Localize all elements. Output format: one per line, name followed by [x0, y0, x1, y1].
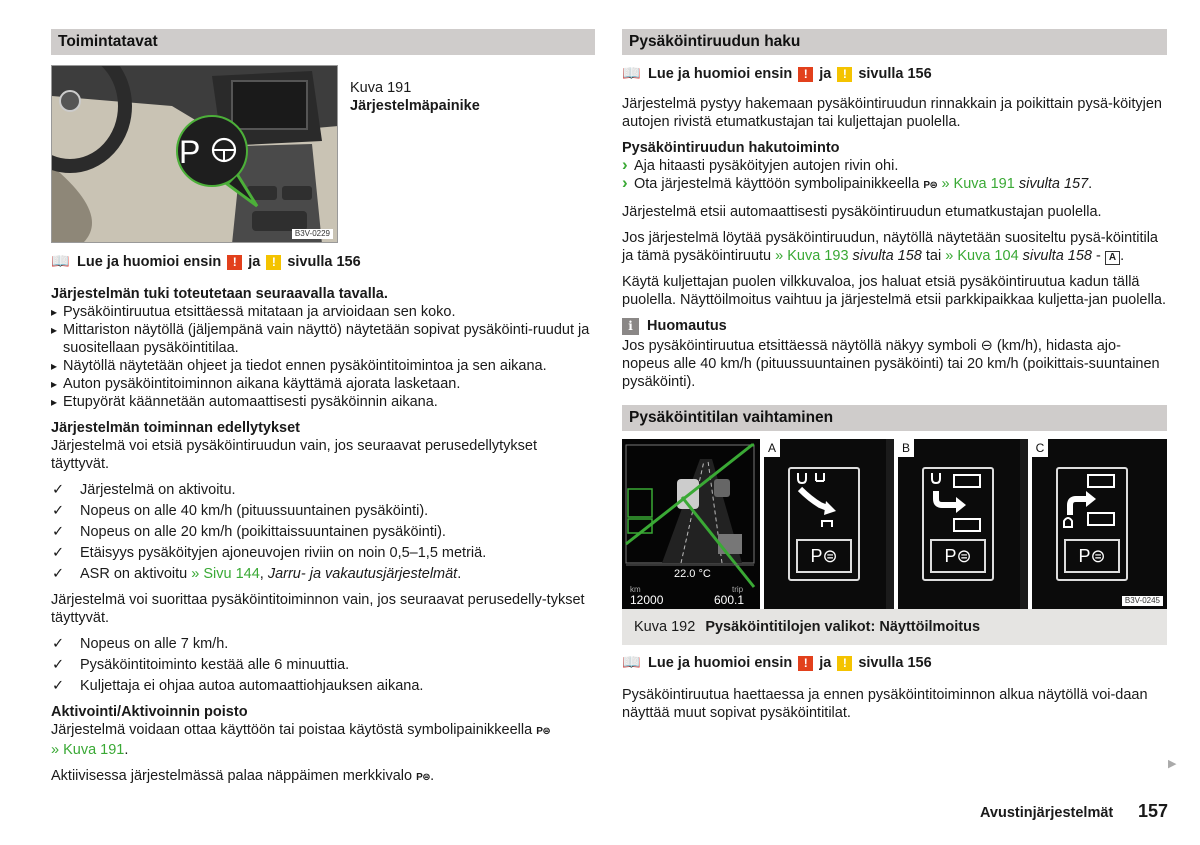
paragraph-3: Jos järjestelmä löytää pysäköintiruudun, näytöllä näytetään suositeltu pysä-köintitila ja tämä pysäköintiruutu » Kuva 193 sivulta 158 tai » Kuva 104 sivulta 158 - A .	[622, 230, 1158, 264]
warning-red-icon: !	[798, 656, 813, 671]
list-item: ▸ Etupyörät käännetään automaattisesti pysäköinnin aikana.	[51, 393, 595, 411]
park-assist-symbol-icon: P⊜	[923, 180, 938, 191]
trip-value: 600.1	[714, 593, 745, 607]
info-icon: i	[622, 318, 639, 335]
chapter-title: Avustinjärjestelmät	[980, 805, 1114, 821]
mode-screen-a	[788, 467, 860, 581]
km-label: km	[630, 585, 641, 594]
continue-arrow-icon: ▶	[1168, 758, 1177, 770]
p-letter: P	[944, 546, 957, 566]
activation-heading: Aktivointi/Aktivoinnin poisto	[51, 704, 248, 720]
park-assist-button-icon: P⊜	[930, 539, 986, 573]
figure-191-caption	[350, 65, 480, 243]
read-first-notice	[622, 654, 1167, 672]
temperature: 22.0 °C	[674, 568, 711, 580]
list-item: ✓ Nopeus on alle 40 km/h (pituussuuntainen pysäköinti).	[51, 502, 595, 520]
asr-end: .	[457, 566, 462, 582]
asr-italic: Jarru- ja vakautusjärjestelmät	[267, 566, 458, 582]
section-header-toimintatavat: Toimintatavat	[51, 29, 595, 55]
step-2-text: Ota järjestelmä käyttöön symbolipainikkeella	[634, 176, 920, 192]
step-1: › Aja hitaasti pysäköityjen autojen rivin ohi.	[622, 157, 1167, 175]
park-text: Järjestelmä voi suorittaa pysäköintitoiminnon vain, jos seuraavat perusedelly-tykset täyttyvät.	[51, 592, 585, 626]
mode-screen-b	[922, 467, 994, 581]
asr-text: ASR on aktivoitu	[80, 566, 188, 582]
section-header-pysakointiruudun-haku: Pysäköintiruudun haku	[622, 29, 1167, 55]
list-item-asr: ✓ ASR on aktivoitu » Sivu 144, Jarru- ja vakautusjärjestelmät.	[51, 565, 595, 583]
warning-yellow-icon: !	[266, 255, 281, 270]
intro-heading: Järjestelmän tuki toteutetaan seuraavalla tavalla.	[51, 286, 388, 302]
park-assist-button-icon: P⊜	[1064, 539, 1120, 573]
warning-yellow-icon: !	[837, 67, 852, 82]
figure-number: Kuva 191	[350, 80, 412, 96]
button-letter-p: P	[179, 134, 201, 170]
p3-page-2: sivulta 158	[1022, 248, 1092, 264]
figure-191-image	[51, 65, 338, 243]
link-kuva-104[interactable]: » Kuva 104	[945, 248, 1019, 264]
p-letter: P	[810, 546, 823, 566]
page-number: 157	[1138, 801, 1169, 821]
parking-mode-exit-icon	[1058, 469, 1126, 539]
read-first-notice	[622, 65, 1167, 83]
list-item: ▸ Näytöllä näytetään ohjeet ja tiedot ennen pysäköintitoimintoa ja sen aikana.	[51, 357, 595, 375]
search-heading: Pysäköintiruudun hakutoiminto	[622, 140, 840, 156]
list-item: ▸ Mittariston näytöllä (jäljempänä vain näyttö) näytetään sopivat pysäköinti-ruudut ja suositellaan pysäköintitilaa.	[51, 321, 595, 357]
panel-label-c: C	[1032, 439, 1048, 457]
activation-paragraph	[51, 721, 595, 759]
panel-label-a: A	[764, 439, 780, 457]
note-text: Jos pysäköintiruutua etsittäessä näytöllä näkyy symboli ⊖ (km/h), hidasta ajo-nopeus alle 40 km/h (pituussuuntainen pysäköinti) tai 20 km/h (poikittais-suuntainen pysäköinti).	[622, 338, 1160, 390]
read-first-and: ja	[248, 254, 261, 270]
prereq-heading: Järjestelmän toiminnan edellytykset	[51, 420, 301, 436]
parking-mode-longitudinal-icon	[790, 469, 858, 539]
paragraph-1: Järjestelmä pystyy hakemaan pysäköintiruudun rinnakkain ja poikittain pysä-köityjen autojen rivistä etumatkustajan tai kuljettajan puolella.	[622, 96, 1162, 130]
note-title: Huomautus	[647, 318, 727, 334]
figure-number: Kuva 192	[634, 619, 696, 635]
search-steps	[622, 157, 1167, 195]
warning-red-icon: !	[798, 67, 813, 82]
odometer: 12000	[630, 593, 664, 607]
park-assist-button-icon: P⊜	[796, 539, 852, 573]
section-header-vaihtaminen: Pysäköintitilan vaihtaminen	[622, 405, 1167, 431]
read-first-prefix: Lue ja huomioi ensin	[77, 254, 222, 270]
warning-yellow-icon: !	[837, 656, 852, 671]
figure-191-row	[51, 65, 595, 243]
parking-mode-perpendicular-icon	[924, 469, 992, 539]
right-column	[622, 29, 1167, 730]
note-heading	[622, 317, 1167, 335]
paragraph-4: Käytä kuljettajan puolen vilkkuvaloa, jos haluat etsiä pysäköintiruutua kadun tällä puolella. Näyttöilmoitus vaihtuu ja järjestelmä etsii parkkipaikkaa kuljetta-jan puolella.	[622, 274, 1167, 308]
list-item: ✓ Nopeus on alle 7 km/h.	[51, 635, 595, 653]
read-first-prefix: Lue ja huomioi ensin	[648, 66, 793, 82]
figure-ref-box: A	[1105, 251, 1120, 265]
step-2: › Ota järjestelmä käyttöön symbolipainikkeella P⊜ » Kuva 191 sivulta 157.	[622, 175, 1167, 195]
read-first-suffix: sivulla 156	[858, 655, 932, 671]
figure-title: Pysäköintitilojen valikot: Näyttöilmoitus	[705, 619, 981, 635]
active-text: Aktiivisessa järjestelmässä palaa näppäimen merkkivalo	[51, 768, 413, 784]
list-item: ✓ Pysäköintitoiminto kestää alle 6 minuuttia.	[51, 656, 595, 674]
p-letter: P	[1078, 546, 1091, 566]
activation-end: .	[124, 742, 129, 758]
figure-code: B3V-0229	[292, 229, 333, 239]
read-first-and: ja	[819, 655, 832, 671]
prereq-text: Järjestelmä voi etsiä pysäköintiruudun vain, jos seuraavat perusedellytykset täyttyvät.	[51, 438, 537, 472]
read-first-notice	[51, 253, 595, 271]
figure-192-image	[622, 439, 1167, 609]
link-kuva-191[interactable]: » Kuva 191	[941, 176, 1015, 192]
paragraph-2: Järjestelmä etsii automaattisesti pysäköintiruudun etumatkustajan puolella.	[622, 204, 1102, 220]
read-first-and: ja	[819, 66, 832, 82]
left-column	[51, 29, 595, 795]
figure-192-caption	[622, 609, 1167, 645]
figure-code: B3V-0245	[1122, 596, 1163, 606]
list-item: ✓ Järjestelmä on aktivoitu.	[51, 481, 595, 499]
support-list	[51, 303, 595, 411]
activation-text: Järjestelmä voidaan ottaa käyttöön tai poistaa käytöstä symbolipainikkeella	[51, 722, 533, 738]
warning-red-icon: !	[227, 255, 242, 270]
link-kuva-191[interactable]: » Kuva 191	[51, 742, 125, 758]
p3-tai: tai	[925, 248, 942, 264]
book-icon: 📖	[51, 253, 70, 270]
cluster-display	[622, 439, 762, 609]
panel-c	[1028, 439, 1167, 609]
p3-page-1: sivulta 158	[852, 248, 922, 264]
read-first-suffix: sivulla 156	[287, 254, 361, 270]
park-assist-symbol-icon: P⊜	[536, 726, 551, 737]
list-item: ▸ Pysäköintiruutua etsittäessä mitataan ja arvioidaan sen koko.	[51, 303, 595, 321]
read-first-suffix: sivulla 156	[858, 66, 932, 82]
list-item: ▸ Auton pysäköintitoiminnon aikana käyttämä ajorata lasketaan.	[51, 375, 595, 393]
p3-text: Jos järjestelmä löytää pysäköintiruudun, näytöllä näytetään suositeltu pysä-köintitila ja tämä pysäköintiruutu	[622, 230, 1158, 264]
read-first-prefix: Lue ja huomioi ensin	[648, 655, 793, 671]
active-paragraph: Aktiivisessa järjestelmässä palaa näppäimen merkkivalo P⊜.	[51, 768, 435, 784]
list-item: ✓ Etäisyys pysäköityjen ajoneuvojen riviin on noin 0,5–1,5 metriä.	[51, 544, 595, 562]
list-item: ✓ Kuljettaja ei ohjaa autoa automaattiohjauksen aikana.	[51, 677, 595, 695]
panel-a	[760, 439, 886, 609]
paragraph-5: Pysäköintiruutua haettaessa ja ennen pysäköintitoiminnon alkua näytöllä voi-daan näyttää muut sopivat pysäköintitilat.	[622, 687, 1148, 721]
park-list	[51, 635, 595, 695]
trip-label: trip	[732, 585, 744, 594]
step-2-page: sivulta 157	[1018, 176, 1089, 192]
book-icon: 📖	[622, 65, 641, 82]
list-item: ✓ Nopeus on alle 20 km/h (poikittaissuuntainen pysäköinti).	[51, 523, 595, 541]
link-kuva-193[interactable]: » Kuva 193	[775, 248, 849, 264]
prereq-list	[51, 481, 595, 583]
panel-b	[894, 439, 1020, 609]
book-icon: 📖	[622, 654, 641, 671]
panel-label-b: B	[898, 439, 914, 457]
figure-title: Järjestelmäpainike	[350, 98, 480, 114]
link-sivu-144[interactable]: » Sivu 144	[191, 566, 260, 582]
park-assist-symbol-icon: P⊜	[416, 772, 431, 783]
mode-screen-c	[1056, 467, 1128, 581]
car-interior-illustration	[52, 66, 338, 243]
